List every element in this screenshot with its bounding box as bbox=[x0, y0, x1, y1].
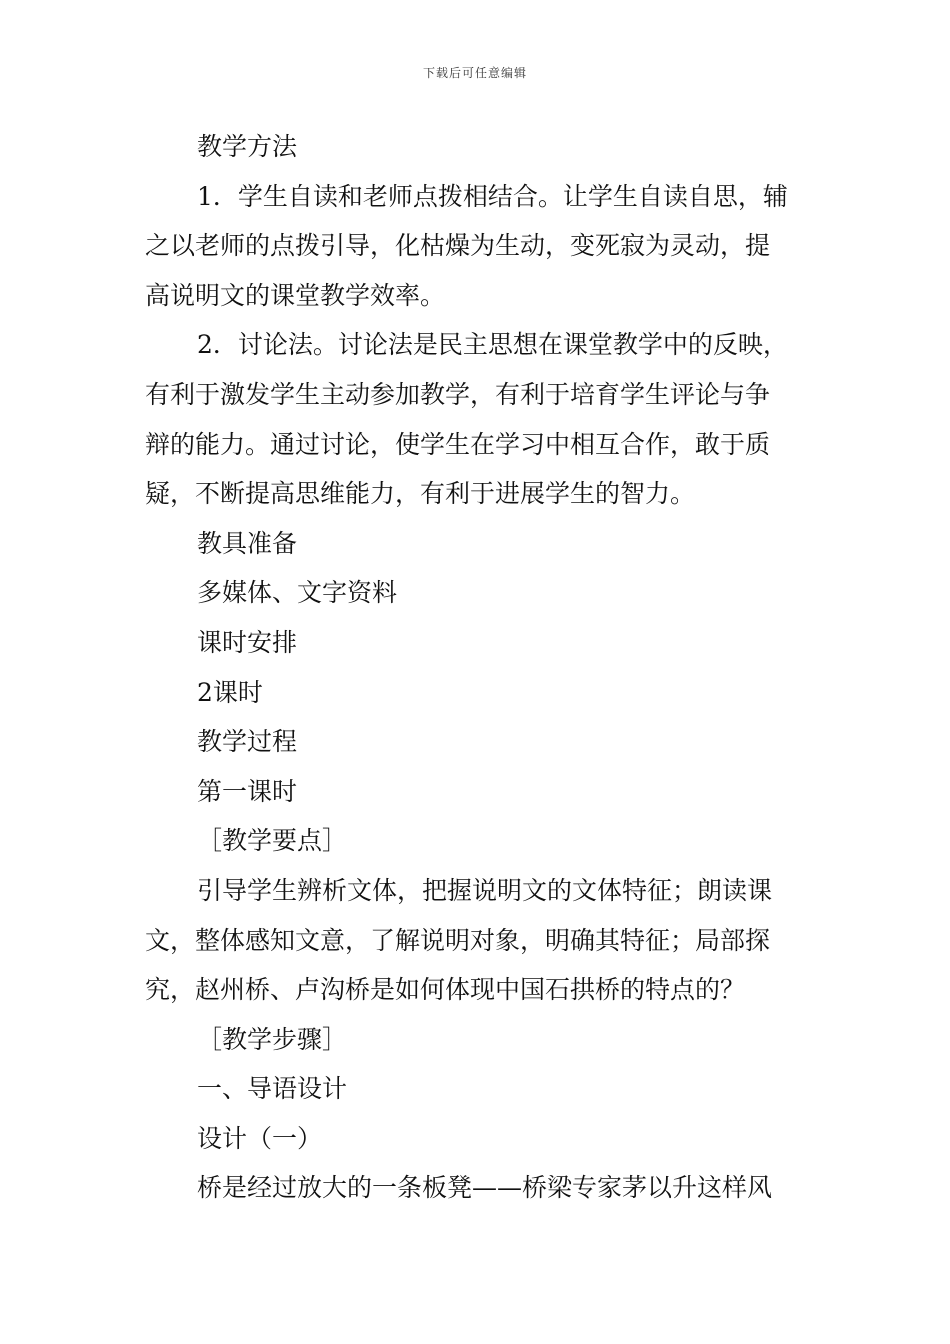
heading-intro-design: 一、导语设计 bbox=[197, 1074, 348, 1104]
paragraph-line: 2．讨论法。讨论法是民主思想在课堂教学中的反映， bbox=[197, 330, 788, 360]
page-header-note: 下载后可任意编辑 bbox=[422, 66, 527, 80]
section-teaching-steps: ［教学步骤］ bbox=[197, 1024, 348, 1054]
paragraph-line: 文，整体感知文意，了解说明对象，明确其特征；局部探 bbox=[145, 925, 771, 955]
paragraph-line: 疑，不断提高思维能力，有利于进展学生的智力。 bbox=[145, 479, 696, 509]
paragraph-line: 桥是经过放大的一条板凳——桥梁专家茅以升这样风 bbox=[197, 1173, 773, 1203]
paragraph-line: 之以老师的点拨引导，化枯燥为生动，变死寂为灵动，提 bbox=[145, 231, 771, 261]
section-teaching-points: ［教学要点］ bbox=[197, 826, 348, 856]
heading-teaching-tools: 教具准备 bbox=[197, 528, 298, 558]
heading-teaching-methods: 教学方法 bbox=[197, 132, 298, 161]
paragraph-line: 究，赵州桥、卢沟桥是如何体现中国石拱桥的特点的？ bbox=[145, 975, 746, 1005]
paragraph-line: 2课时 bbox=[197, 677, 263, 707]
document-body bbox=[145, 122, 805, 1213]
heading-class-schedule: 课时安排 bbox=[197, 627, 298, 657]
paragraph-line: 多媒体、文字资料 bbox=[197, 578, 398, 608]
paragraph-line: 有利于激发学生主动参加教学，有利于培育学生评论与争 bbox=[145, 379, 771, 409]
heading-design-one: 设计（一） bbox=[197, 1123, 323, 1153]
paragraph-line: 高说明文的课堂教学效率。 bbox=[145, 280, 446, 310]
paragraph-line: 1．学生自读和老师点拨相结合。让学生自读自思，辅 bbox=[197, 181, 788, 211]
paragraph-line: 引导学生辨析文体，把握说明文的文体特征；朗读课 bbox=[197, 875, 773, 905]
heading-first-lesson: 第一课时 bbox=[197, 776, 298, 806]
paragraph-line: 辩的能力。通过讨论，使学生在学习中相互合作，敢于质 bbox=[145, 429, 771, 459]
heading-teaching-process: 教学过程 bbox=[197, 727, 298, 757]
